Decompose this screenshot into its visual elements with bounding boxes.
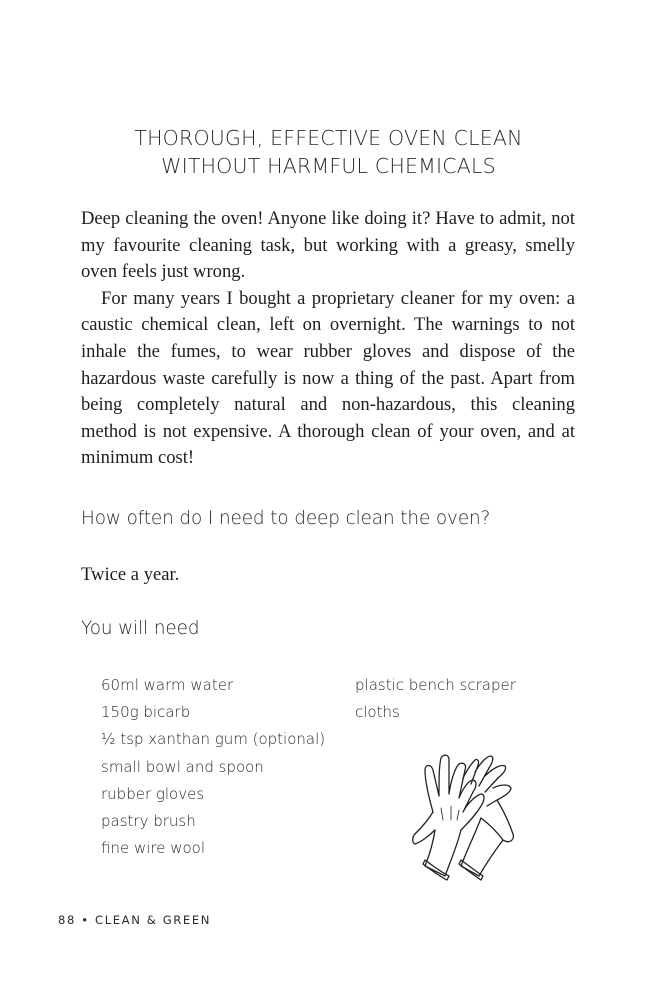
intro-paragraph-2: For many years I bought a proprietary cleaner for my oven: a caustic chemical clean, left on overnight. The warnings to not inhale the fumes, to wear rubber gloves and dispose of the hazardous waste carefully is now a thing of the past. Apart from being completely natural and non-hazardous, this cleaning method is not expensive. A thorough clean of your oven, and at minimum cost! — [81, 287, 575, 469]
page-footer — [58, 913, 211, 927]
heading-line-1: THOROUGH, EFFECTIVE OVEN CLEAN — [134, 126, 523, 150]
footer-separator: • — [81, 913, 90, 927]
materials-item: ½ tsp xanthan gum (optional) — [101, 730, 326, 749]
materials-list-right — [355, 672, 516, 726]
frequency-answer: Twice a year. — [81, 564, 180, 585]
materials-item: cloths — [355, 703, 400, 722]
page-number: 88 — [58, 913, 76, 927]
materials-item: plastic bench scraper — [355, 676, 516, 694]
frequency-question: How often do I need to deep clean the oven? — [81, 508, 491, 529]
page-heading — [0, 124, 657, 180]
heading-line-2: WITHOUT HARMFUL CHEMICALS — [161, 154, 496, 178]
intro-paragraph-1: Deep cleaning the oven! Anyone like doing it? Have to admit, not my favourite cleaning task, but working with a greasy, smelly oven feels just wrong. — [81, 208, 575, 283]
materials-item: 60ml warm water — [101, 676, 234, 694]
materials-item: pastry brush — [101, 812, 196, 831]
materials-item: fine wire wool — [101, 839, 206, 858]
materials-item: small bowl and spoon — [101, 757, 264, 776]
materials-item: 150g bicarb — [101, 703, 191, 722]
materials-title: You will need — [81, 618, 200, 639]
intro-text — [81, 206, 575, 472]
materials-list-left — [101, 672, 325, 862]
rubber-gloves-icon — [405, 750, 530, 885]
materials-item: rubber gloves — [101, 784, 205, 803]
book-title: CLEAN & GREEN — [95, 913, 212, 927]
